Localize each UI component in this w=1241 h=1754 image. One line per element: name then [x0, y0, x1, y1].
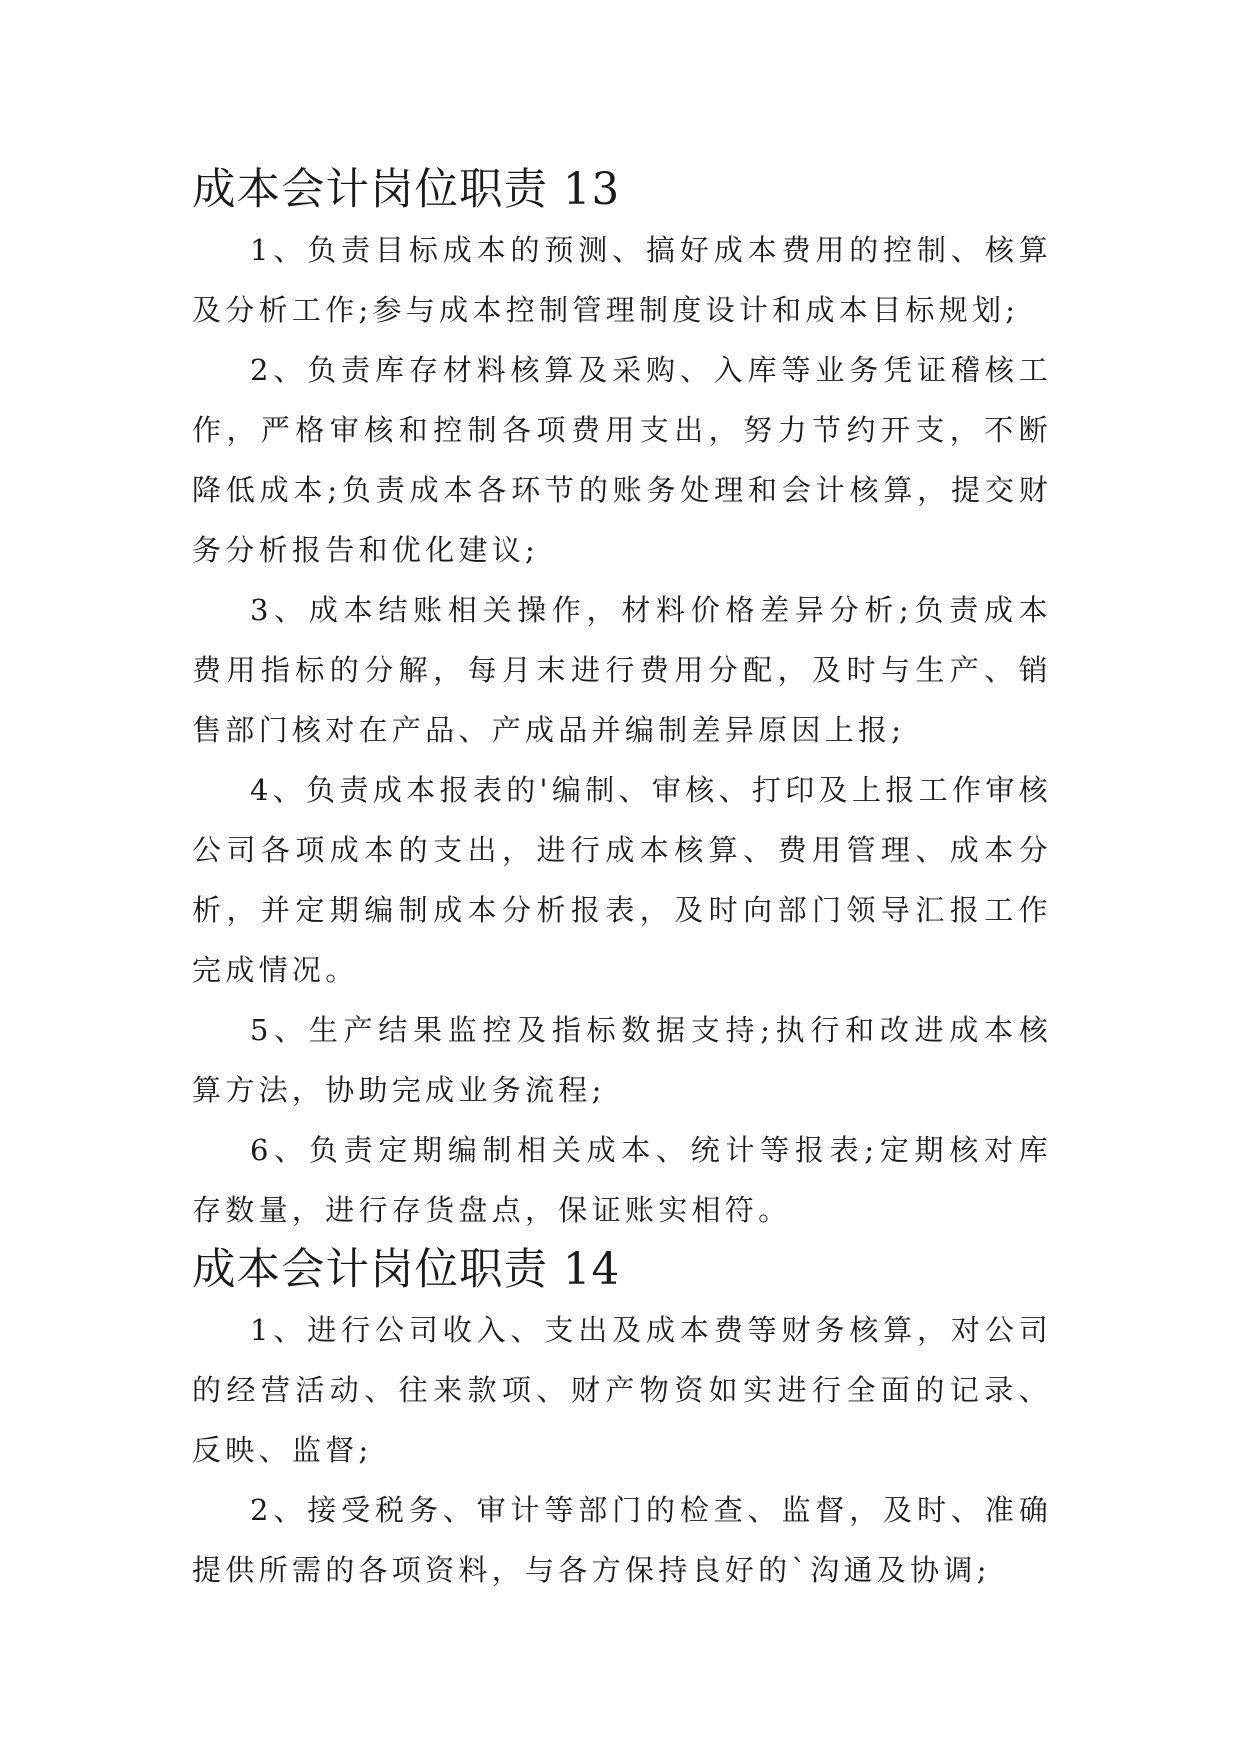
- duty-item: 3、成本结账相关操作，材料价格差异分析;负责成本费用指标的分解，每月末进行费用分配，及时与生产、销售部门核对在产品、产成品并编制差异原因上报;: [192, 593, 1052, 747]
- document-page: [192, 160, 1052, 1600]
- section-title: 成本会计岗位职责 13: [192, 165, 621, 215]
- duty-item: 6、负责定期编制相关成本、统计等报表;定期核对库存数量，进行存货盘点，保证账实相符。: [192, 1133, 1052, 1227]
- duty-item: 5、生产结果监控及指标数据支持;执行和改进成本核算方法，协助完成业务流程;: [192, 1013, 1053, 1107]
- duty-item: 2、负责库存材料核算及采购、入库等业务凭证稽核工作，严格审核和控制各项费用支出，努力节约开支，不断降低成本;负责成本各环节的账务处理和会计核算，提交财务分析报告和优化建议;: [192, 353, 1052, 567]
- duty-item: 1、进行公司收入、支出及成本费等财务核算，对公司的经营活动、往来款项、财产物资如实进行全面的记录、反映、监督;: [192, 1313, 1052, 1467]
- duty-item: 4、负责成本报表的'编制、审核、打印及上报工作审核公司各项成本的支出，进行成本核算、费用管理、成本分析，并定期编制成本分析报表，及时向部门领导汇报工作完成情况。: [192, 773, 1052, 987]
- duty-item: 1、负责目标成本的预测、搞好成本费用的控制、核算及分析工作;参与成本控制管理制度设计和成本目标规划;: [192, 233, 1052, 327]
- section-14: [192, 1240, 1052, 1600]
- duty-item: 2、接受税务、审计等部门的检查、监督，及时、准确提供所需的各项资料，与各方保持良好的`沟通及协调;: [192, 1493, 1052, 1587]
- section-title: 成本会计岗位职责 14: [192, 1245, 621, 1295]
- section-13: [192, 160, 1052, 1240]
